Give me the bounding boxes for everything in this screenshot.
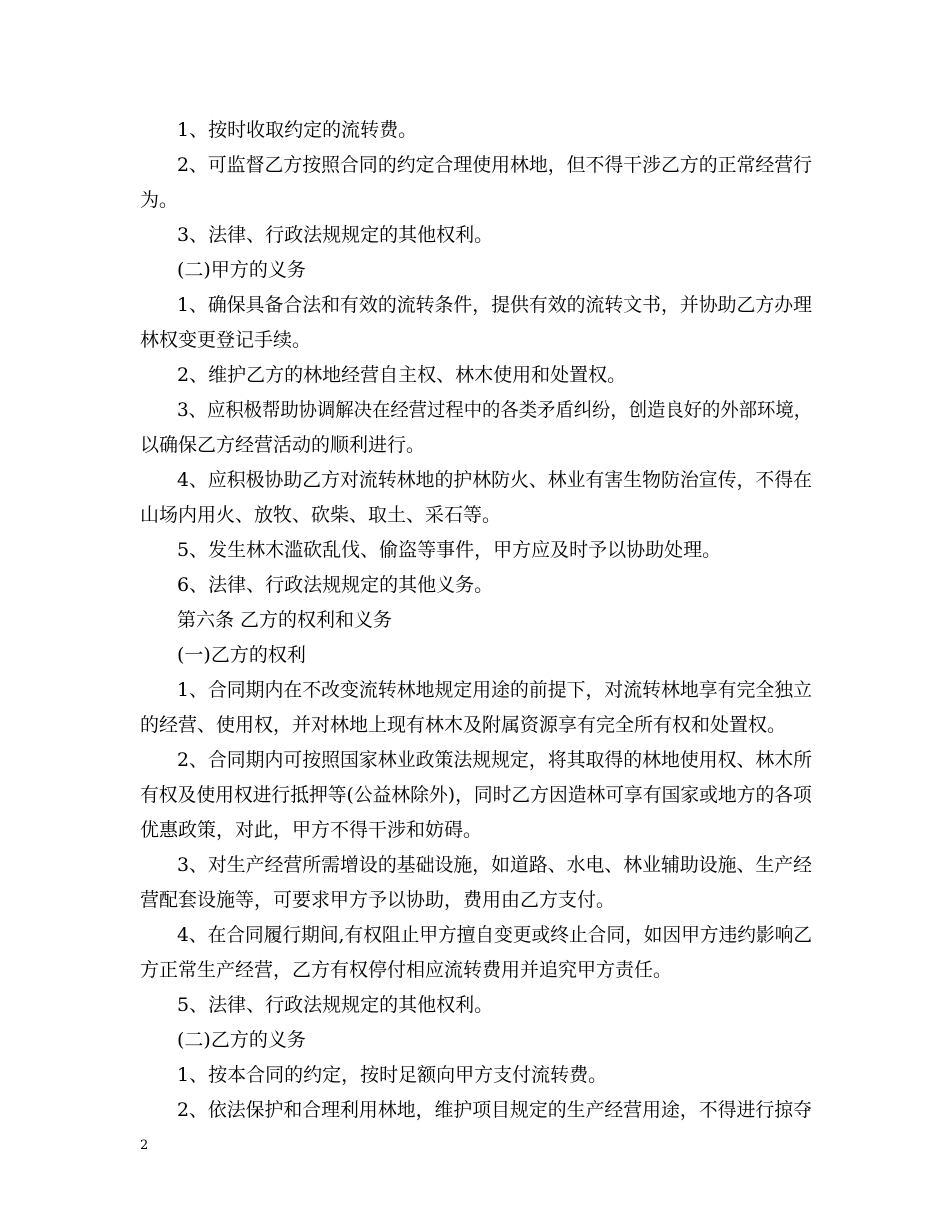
text-line: 1、确保具备合法和有效的流转条件，提供有效的流转文书，并协助乙方办理 — [177, 294, 813, 316]
text-line: 林权变更登记手续。 — [140, 329, 312, 351]
text-line: 方正常生产经营，乙方有权停付相应流转费用并追究甲方责任。 — [140, 959, 673, 981]
text-line: 山场内用火、放牧、砍柴、取土、采石等。 — [140, 504, 502, 526]
text-line: 有权及使用权进行抵押等(公益林除外)，同时乙方因造林可享有国家或地方的各项 — [140, 784, 812, 806]
text-line: 3、对生产经营所需增设的基础设施，如道路、水电、林业辅助设施、生产经 — [177, 854, 813, 876]
text-line: 1、合同期内在不改变流转林地规定用途的前提下，对流转林地享有完全独立 — [177, 679, 813, 701]
text-line: 4、应积极协助乙方对流转林地的护林防火、林业有害生物防治宣传，不得在 — [177, 469, 813, 491]
text-line: 营配套设施等，可要求甲方予以协助，费用由乙方支付。 — [140, 889, 616, 911]
text-line: 3、应积极帮助协调解决在经营过程中的各类矛盾纠纷，创造良好的外部环境， — [177, 399, 813, 421]
section-heading: (二)乙方的义务 — [177, 1029, 306, 1051]
text-line: 以确保乙方经营活动的顺利进行。 — [140, 434, 426, 456]
text-line: 1、按时收取约定的流转费。 — [177, 119, 418, 141]
text-line: 2、可监督乙方按照合同的约定合理使用林地，但不得干涉乙方的正常经营行 — [177, 154, 813, 176]
text-line: 4、在合同履行期间,有权阻止甲方擅自变更或终止合同，如因甲方违约影响乙 — [177, 924, 813, 946]
text-line: 5、法律、行政法规规定的其他权利。 — [177, 994, 494, 1016]
text-line: 的经营、使用权，并对林地上现有林木及附属资源享有完全所有权和处置权。 — [140, 714, 787, 736]
text-line: 2、维护乙方的林地经营自主权、林木使用和处置权。 — [177, 364, 627, 386]
section-heading: (一)乙方的权利 — [177, 644, 306, 666]
article-heading: 第六条 乙方的权利和义务 — [177, 609, 393, 631]
text-line: 1、按本合同的约定，按时足额向甲方支付流转费。 — [177, 1064, 608, 1086]
text-line: 2、合同期内可按照国家林业政策法规规定，将其取得的林地使用权、林木所 — [177, 749, 813, 771]
text-line: 5、发生林木滥砍乱伐、偷盗等事件，甲方应及时予以协助处理。 — [177, 539, 722, 561]
page-number: 2 — [140, 1138, 149, 1153]
text-line: 优惠政策，对此，甲方不得干涉和妨碍。 — [140, 819, 483, 841]
section-heading: (二)甲方的义务 — [177, 259, 306, 281]
text-line: 6、法律、行政法规规定的其他义务。 — [177, 574, 494, 596]
text-line: 为。 — [140, 189, 179, 211]
text-line: 3、法律、行政法规规定的其他权利。 — [177, 224, 494, 246]
text-line: 2、依法保护和合理利用林地，维护项目规定的生产经营用途，不得进行掠夺 — [177, 1099, 813, 1121]
